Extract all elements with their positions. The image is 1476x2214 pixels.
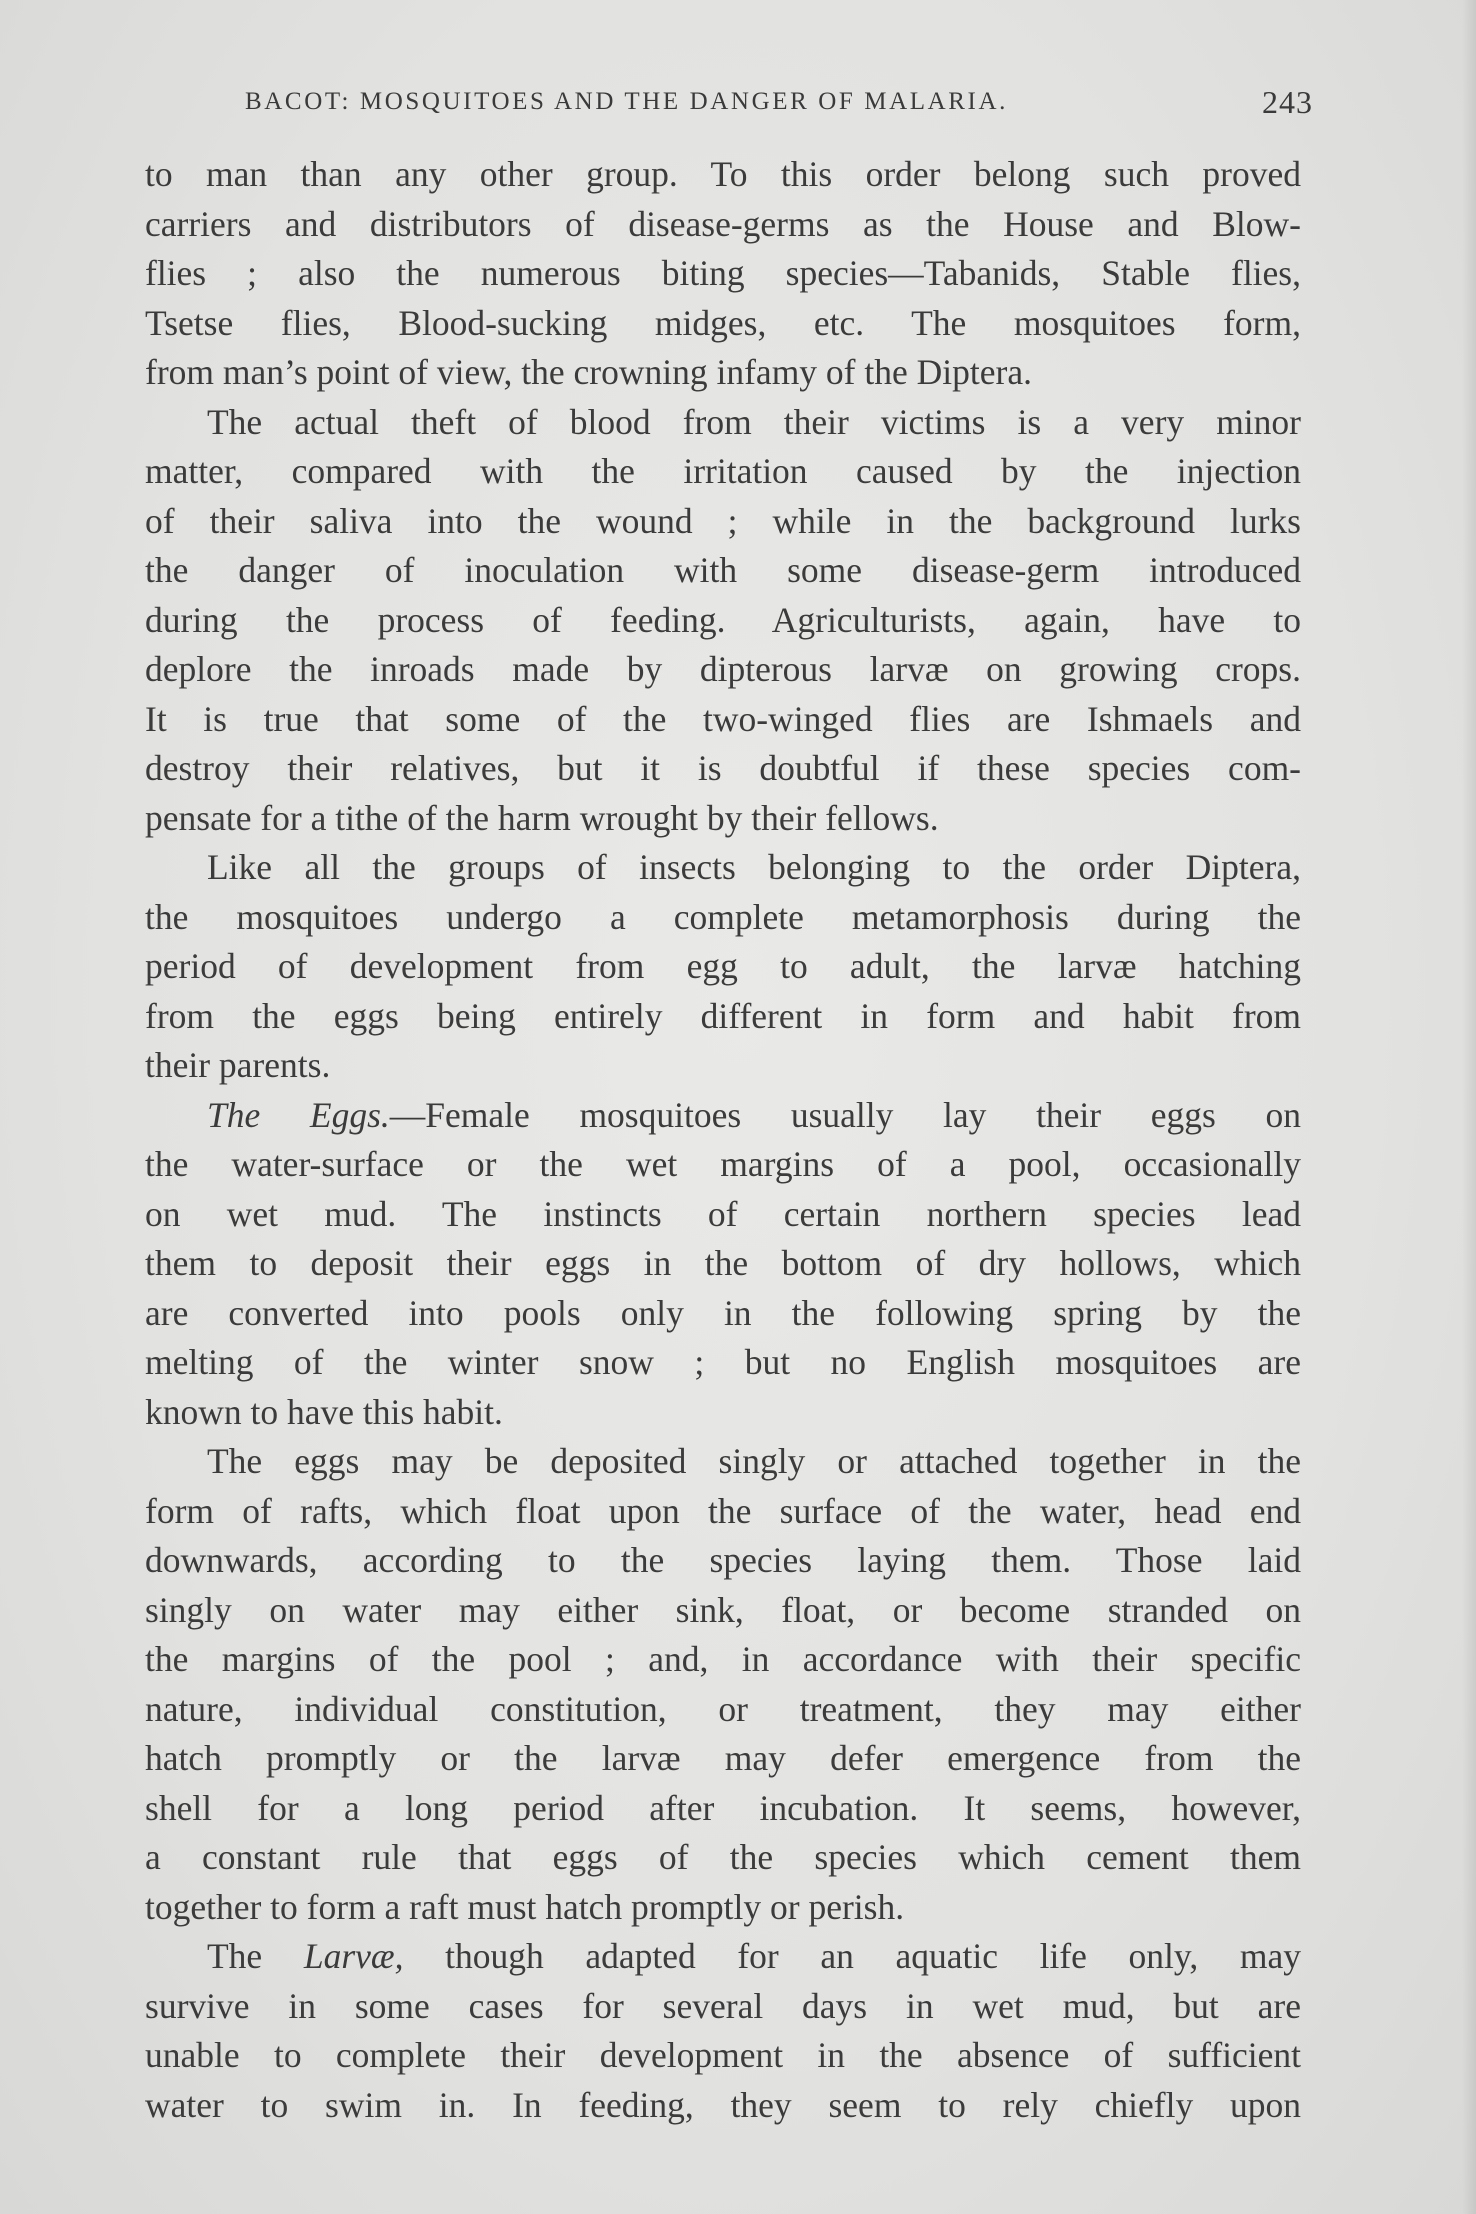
- text-line: their parents.: [145, 1045, 331, 1085]
- text-line: water to swim in. In feeding, they seem to rely chiefly upon: [145, 2084, 1301, 2125]
- page-number: 243: [1262, 84, 1313, 120]
- text-line: are converted into pools only in the following spring by the: [145, 1292, 1301, 1333]
- text-line: the water-surface or the wet margins of a pool, occasionally: [145, 1144, 1301, 1184]
- text-line: deplore the inroads made by dipterous larvæ on growing crops.: [145, 649, 1301, 689]
- text-line: of their saliva into the wound ; while in the background lurks: [145, 500, 1301, 541]
- text-line: from man’s point of view, the crowning infamy of the Diptera.: [145, 352, 1032, 392]
- text-line: the danger of inoculation with some disease-germ introduced: [145, 550, 1301, 590]
- text-line: survive in some cases for several days in wet mud, but are: [145, 1985, 1301, 2026]
- text-line: carriers and distributors of disease-germs as the House and Blow-: [145, 203, 1301, 244]
- text-line: to man than any other group. To this order belong such proved: [145, 154, 1301, 194]
- text-run: —Female mosquitoes usually lay their eggs on: [389, 1094, 1302, 1135]
- text-line: The eggs may be deposited singly or attached together in the: [207, 1441, 1301, 1481]
- paragraph: [145, 1091, 1301, 1438]
- text-line: pensate for a tithe of the harm wrought by their fellows.: [145, 797, 939, 838]
- text-line: together to form a raft must hatch promptly or perish.: [145, 1886, 905, 1927]
- text-line: period of development from egg to adult, the larvæ hatching: [145, 946, 1301, 986]
- text-line: [145, 1932, 1301, 1982]
- paragraph: [145, 1437, 1301, 1932]
- text-line: hatch promptly or the larvæ may defer emergence from the: [145, 1738, 1301, 1778]
- paragraph: [145, 1932, 1301, 2130]
- text-line: It is true that some of the two-winged flies are Ishmaels and: [145, 698, 1301, 739]
- text-line: known to have this habit.: [145, 1391, 503, 1432]
- text-line: The actual theft of blood from their victims is a very minor: [207, 401, 1301, 442]
- text-line: unable to complete their development in the absence of sufficient: [145, 2035, 1301, 2075]
- page-header: [245, 84, 1313, 128]
- body-text: [145, 150, 1301, 2130]
- text-line: them to deposit their eggs in the bottom of dry hollows, which: [145, 1243, 1301, 1283]
- paragraph: [145, 398, 1301, 844]
- text-run: The: [207, 1936, 304, 1976]
- text-line: form of rafts, which float upon the surface of the water, head end: [145, 1490, 1301, 1531]
- text-line: matter, compared with the irritation caused by the injection: [145, 451, 1301, 491]
- text-line: nature, individual constitution, or treatment, they may either: [145, 1688, 1301, 1729]
- text-line: Like all the groups of insects belonging to the order Diptera,: [207, 847, 1301, 887]
- text-line: destroy their relatives, but it is doubtful if these species com-: [145, 748, 1301, 788]
- text-line: Tsetse flies, Blood-sucking midges, etc. The mosquitoes form,: [145, 302, 1301, 343]
- text-line: during the process of feeding. Agriculturists, again, have to: [145, 599, 1301, 640]
- text-line: melting of the winter snow ; but no English mosquitoes are: [145, 1342, 1301, 1382]
- paragraph: [145, 150, 1301, 398]
- text-line: shell for a long period after incubation. It seems, however,: [145, 1787, 1301, 1828]
- text-line: a constant rule that eggs of the species which cement them: [145, 1837, 1301, 1877]
- text-line: the mosquitoes undergo a complete metamorphosis during the: [145, 896, 1301, 937]
- text-line: on wet mud. The instincts of certain northern species lead: [145, 1193, 1301, 1234]
- running-title: BACOT: MOSQUITOES AND THE DANGER OF MALARIA.: [245, 88, 1008, 115]
- section-heading-eggs: The Eggs.: [207, 1094, 390, 1135]
- page-edge-shadow: [1462, 0, 1476, 2214]
- text-line: the margins of the pool ; and, in accordance with their specific: [145, 1639, 1301, 1679]
- section-heading-larvae: Larvæ,: [303, 1936, 404, 1976]
- paragraph: [145, 843, 1301, 1091]
- text-line: [145, 1091, 1301, 1141]
- text-line: flies ; also the numerous biting species—Tabanids, Stable flies,: [145, 253, 1301, 293]
- text-line: from the eggs being entirely different in form and habit from: [145, 995, 1301, 1036]
- text-line: downwards, according to the species laying them. Those laid: [145, 1540, 1301, 1580]
- text-run: though adapted for an aquatic life only, may: [403, 1936, 1301, 1976]
- text-line: singly on water may either sink, float, or become stranded on: [145, 1589, 1301, 1630]
